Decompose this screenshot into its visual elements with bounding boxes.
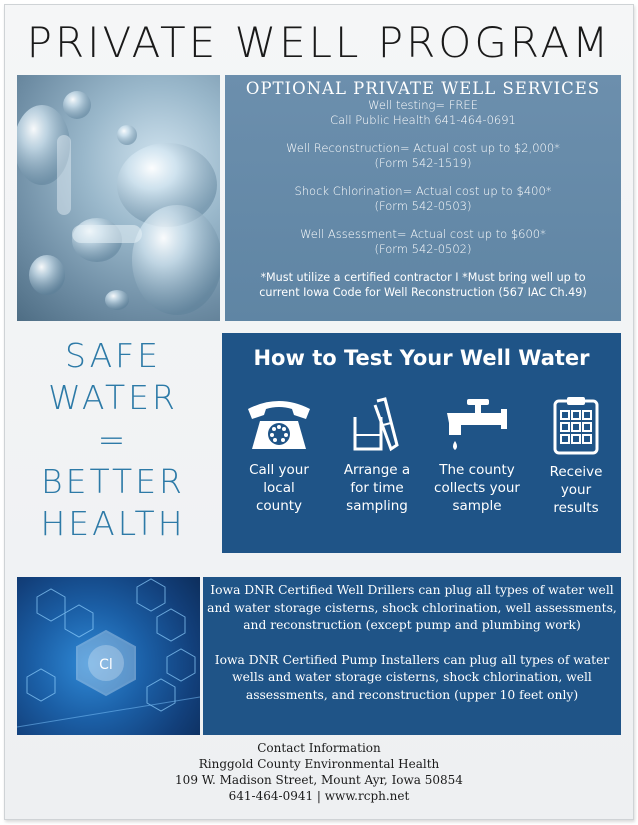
- optional-services-panel: [225, 75, 621, 321]
- step-receive: [526, 395, 626, 517]
- chem-label: Cl: [99, 657, 113, 673]
- well-testing-line: Well testing= FREE: [368, 98, 478, 112]
- well-drillers-paragraph: Iowa DNR Certified Well Drillers can plug all types of water well and water storage cisterns, shock chlorination, well assessments, and reconstruction (except pump and plumbing work): [207, 583, 617, 632]
- step4-line3: results: [553, 500, 599, 516]
- slogan-line5: HEALTH: [40, 504, 186, 543]
- step4-line2: your: [560, 482, 592, 498]
- services-note-line1: *Must utilize a certified contractor I *Must bring well up to: [260, 271, 586, 284]
- step2-line1: Arrange a: [343, 462, 411, 478]
- how-to-heading: How to Test Your Well Water: [253, 346, 590, 370]
- services-heading: OPTIONAL PRIVATE WELL SERVICES: [245, 79, 601, 98]
- faucet-icon: [441, 395, 513, 453]
- page-title: PRIVATE WELL PROGRAM: [26, 18, 612, 67]
- chlorine-molecule-image: [17, 577, 200, 735]
- telephone-icon: [242, 395, 316, 453]
- contact-heading: Contact Information: [257, 741, 381, 755]
- assessment-line: Well Assessment= Actual cost up to $600*: [300, 227, 546, 241]
- slogan: [18, 335, 208, 545]
- chlorination-line: Shock Chlorination= Actual cost up to $400*: [294, 184, 552, 198]
- slogan-line4: BETTER: [41, 462, 185, 501]
- slogan-line1: SAFE: [65, 336, 161, 375]
- step-collect: [427, 395, 527, 515]
- contact-info: [0, 740, 638, 804]
- water-droplets-image: [17, 75, 220, 321]
- services-note-line2: current Iowa Code for Well Reconstruction (567 IAC Ch.49): [259, 286, 587, 299]
- step4-line1: Receive: [549, 464, 603, 480]
- clipboard-checklist-icon: [551, 395, 601, 455]
- step3-line1: The county: [439, 462, 515, 478]
- reconstruction-line: Well Reconstruction= Actual cost up to $2,000*: [286, 141, 560, 155]
- step3-line3: sample: [452, 498, 502, 514]
- slogan-line3: =: [97, 420, 129, 459]
- step-arrange: [327, 395, 427, 515]
- how-to-test-panel: [222, 333, 621, 553]
- reconstruction-form: (Form 542-1519): [374, 156, 472, 170]
- public-health-phone-line: Call Public Health 641-464-0691: [330, 113, 516, 127]
- step2-line3: sampling: [346, 498, 408, 514]
- lab-glassware-icon: [347, 395, 407, 453]
- slogan-line2: WATER: [48, 378, 178, 417]
- step1-line1: Call your: [249, 462, 309, 478]
- chlorination-form: (Form 542-0503): [374, 199, 472, 213]
- contact-phone-web: 641-464-0941 | www.rcph.net: [228, 789, 410, 803]
- pump-installers-paragraph: Iowa DNR Certified Pump Installers can plug all types of water wells and water storage cisterns, shock chlorination, well assessments, and reconstruction (upper 10 feet only): [214, 652, 610, 702]
- dnr-info-panel: [203, 577, 621, 735]
- step2-line2: for time: [350, 480, 404, 496]
- step-call: [229, 395, 329, 515]
- contact-org: Ringgold County Environmental Health: [198, 757, 440, 771]
- assessment-form: (Form 542-0502): [374, 242, 472, 256]
- step1-line3: county: [255, 498, 303, 514]
- contact-address: 109 W. Madison Street, Mount Ayr, Iowa 50854: [175, 773, 463, 787]
- step3-line2: collects your: [434, 480, 520, 496]
- step1-line2: local: [263, 480, 295, 496]
